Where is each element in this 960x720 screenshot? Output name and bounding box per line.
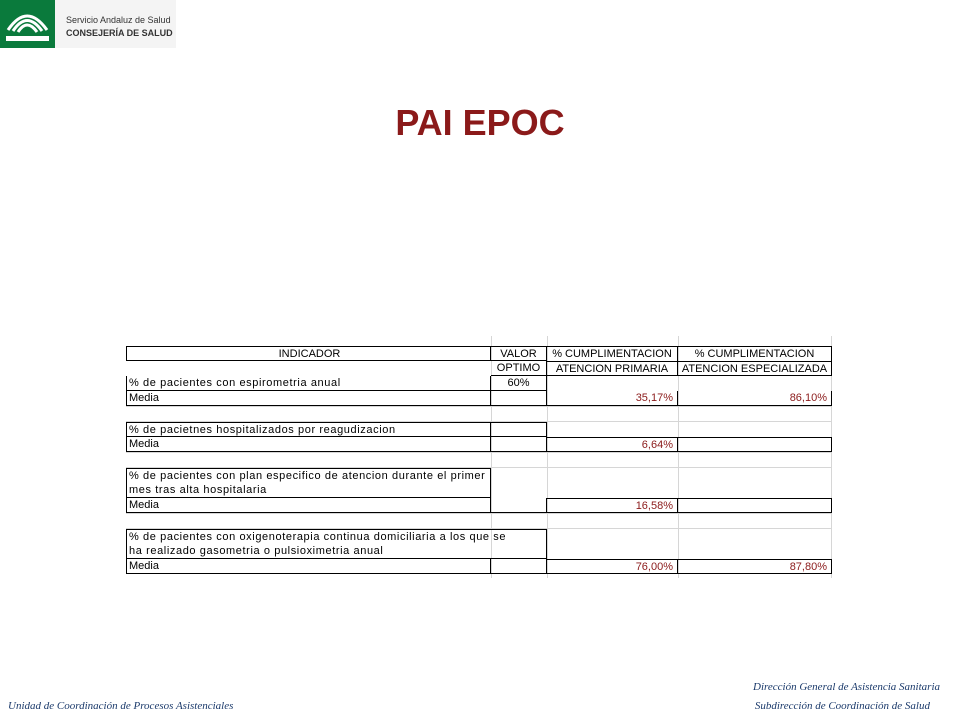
media-label: Media (126, 498, 491, 513)
table-row (126, 483, 832, 498)
table-header-row (126, 361, 832, 376)
table-row (126, 529, 832, 544)
page-title: PAI EPOC (395, 102, 565, 143)
empty-cell (491, 437, 547, 452)
table-row (126, 391, 832, 406)
indicator-table (126, 336, 832, 578)
header-empty-cell (126, 361, 491, 376)
media-primaria: 35,17% (547, 391, 678, 406)
indicator-label: % de pacietnes hospitalizados por reagudizacion (126, 422, 491, 437)
indicator-label-line2: mes tras alta hospitalaria (126, 483, 491, 498)
footer-unit-name: Unidad de Coordinación de Procesos Asistenciales (8, 700, 234, 712)
table-row (126, 544, 832, 559)
empty-cell (491, 422, 547, 437)
footer-subdireccion: Subdirección de Coordinación de Salud (754, 700, 930, 712)
table-row (126, 559, 832, 574)
media-especializada: 86,10% (678, 391, 832, 406)
header-atencion-primaria: ATENCION PRIMARIA (547, 361, 678, 376)
header-indicador: INDICADOR (126, 346, 491, 361)
header-cumpl-primaria: % CUMPLIMENTACION (547, 346, 678, 361)
table-row (126, 422, 832, 437)
logo (0, 0, 176, 48)
empty-cell (491, 498, 547, 513)
table-header-row (126, 346, 832, 361)
media-label: Media (126, 437, 491, 452)
table-row (126, 437, 832, 452)
table-row (126, 498, 832, 513)
media-especializada: 87,80% (678, 559, 832, 574)
media-primaria: 76,00% (547, 559, 678, 574)
table-row (126, 376, 832, 391)
junta-andalucia-emblem-icon (0, 0, 55, 48)
grid-row-line (126, 406, 832, 407)
header-atencion-especializada: ATENCION ESPECIALIZADA (678, 361, 832, 376)
media-especializada (678, 437, 832, 452)
empty-cell (491, 559, 547, 574)
indicator-label-line1: % de pacientes con oxigenoterapia continua domiciliaria a los que se (126, 529, 547, 544)
header-valor: VALOR (491, 346, 547, 361)
media-especializada (678, 498, 832, 513)
logo-service-name: Servicio Andaluz de Salud (66, 15, 171, 25)
indicator-label-line2: ha realizado gasometria o pulsioximetria anual (126, 544, 547, 559)
table-row (126, 468, 832, 483)
media-primaria: 6,64% (547, 437, 678, 452)
header-optimo: OPTIMO (491, 361, 547, 376)
empty-cell (491, 391, 547, 406)
optimo-value: 60% (491, 376, 547, 391)
media-primaria: 16,58% (547, 498, 678, 513)
header-cumpl-especializada: % CUMPLIMENTACION (678, 346, 832, 361)
indicator-label: % de pacientes con espirometria anual (126, 376, 491, 391)
footer-direccion: Dirección General de Asistencia Sanitaria (753, 681, 940, 693)
media-label: Media (126, 391, 491, 406)
logo-consejeria: CONSEJERÍA DE SALUD (66, 28, 173, 38)
media-label: Media (126, 559, 491, 574)
indicator-label-line1: % de pacientes con plan especifico de atencion durante el primer (126, 468, 491, 483)
grid-row-line (126, 513, 832, 514)
grid-row-line (126, 452, 832, 453)
